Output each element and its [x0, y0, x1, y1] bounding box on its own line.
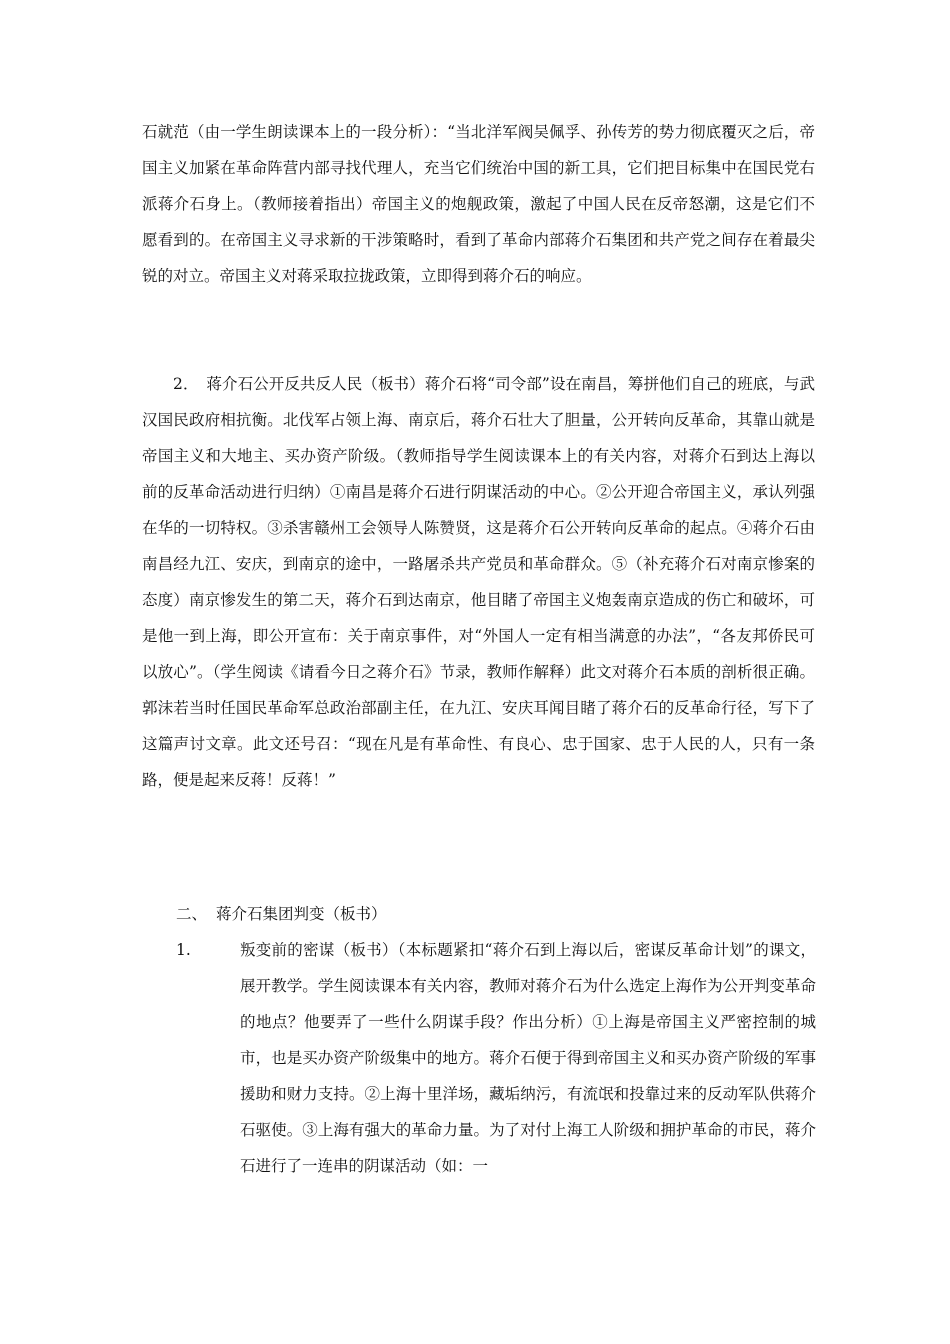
paragraph-chiang-anti-communist: 2． 蒋介石公开反共反人民（板书）蒋介石将“司令部”设在南昌，筹拼他们自己的班底，与武汉国民政府相抗衡。北伐军占领上海、南京后，蒋介石壮大了胆量，公开转向反革命，其靠山就是帝国主义和大地主、买办资产阶级。（教师指导学生阅读课本上的有关内容，对蒋介石到达上海以前的反革命活动进行归纳）①南昌是蒋介石进行阴谋活动的中心。②公开迎合帝国主义，承认列强在华的一切特权。③杀害赣州工会领导人陈赞贤，这是蒋介石公开转向反革命的起点。④蒋介石由南昌经九江、安庆，到南京的途中，一路屠杀共产党员和革命群众。⑤（补充蒋介石对南京惨案的态度）南京惨发生的第二天，蒋介石到达南京，他目睹了帝国主义炮轰南京造成的伤亡和破坏，可是他一到上海，即公开宣布：关于南京事件，对“外国人一定有相当满意的办法”，“各友邦侨民可以放心”。（学生阅读《请看今日之蒋介石》节录，教师作解释）此文对蒋介石本质的剖析很正确。郭沫若当时任国民革命军总政治部副主任，在九江、安庆耳闻目睹了蒋介石的反革命行径，写下了这篇声讨文章。此文还号召：“现在凡是有革命性、有良心、忠于国家、忠于人民的人，只有一条路，便是起来反蒋！反蒋！”	[142, 375, 815, 789]
list-item-number: 1.	[176, 941, 191, 959]
section-heading-text: 蒋介石集团判变（板书）	[216, 905, 387, 923]
paragraph-imperialist-support: 石就范（由一学生朗读课本上的一段分析）：“当北洋军阀吴佩孚、孙传芳的势力彻底覆灭之后，帝国主义加紧在革命阵营内部寻找代理人，充当它们统治中国的新工具，它们把目标集中在国民党右派蒋介石身上。（教师接着指出）帝国主义的炮舰政策，激起了中国人民在反帝怒潮，这是它们不愿看到的。在帝国主义寻求新的干涉策略时，看到了革命内部蒋介石集团和共产党之间存在着最尖锐的对立。帝国主义对蒋采取拉拢政策，立即得到蒋介石的响应。	[142, 123, 815, 285]
list-item-text: 叛变前的密谋（板书）（本标题紧扣“蒋介石到上海以后，密谋反革命计划”的课文，展开教学。学生阅读课本有关内容，教师对蒋介石为什么选定上海作为公开判变革命的地点？他要弄了一些什么阴谋手段？作出分析）①上海是帝国主义严密控制的城市，也是买办资产阶级集中的地方。蒋介石便于得到帝国主义和买办资产阶级的军事援助和财力支持。②上海十里洋场，藏垢纳污，有流氓和投靠过来的反动军队供蒋介石驱使。③上海有强大的革命力量。为了对付上海工人阶级和拥护革命的市民，蒋介石进行了一连串的阴谋活动（如：一	[240, 941, 816, 1175]
section-heading	[176, 896, 387, 932]
section-heading-number: 二、	[176, 905, 208, 923]
